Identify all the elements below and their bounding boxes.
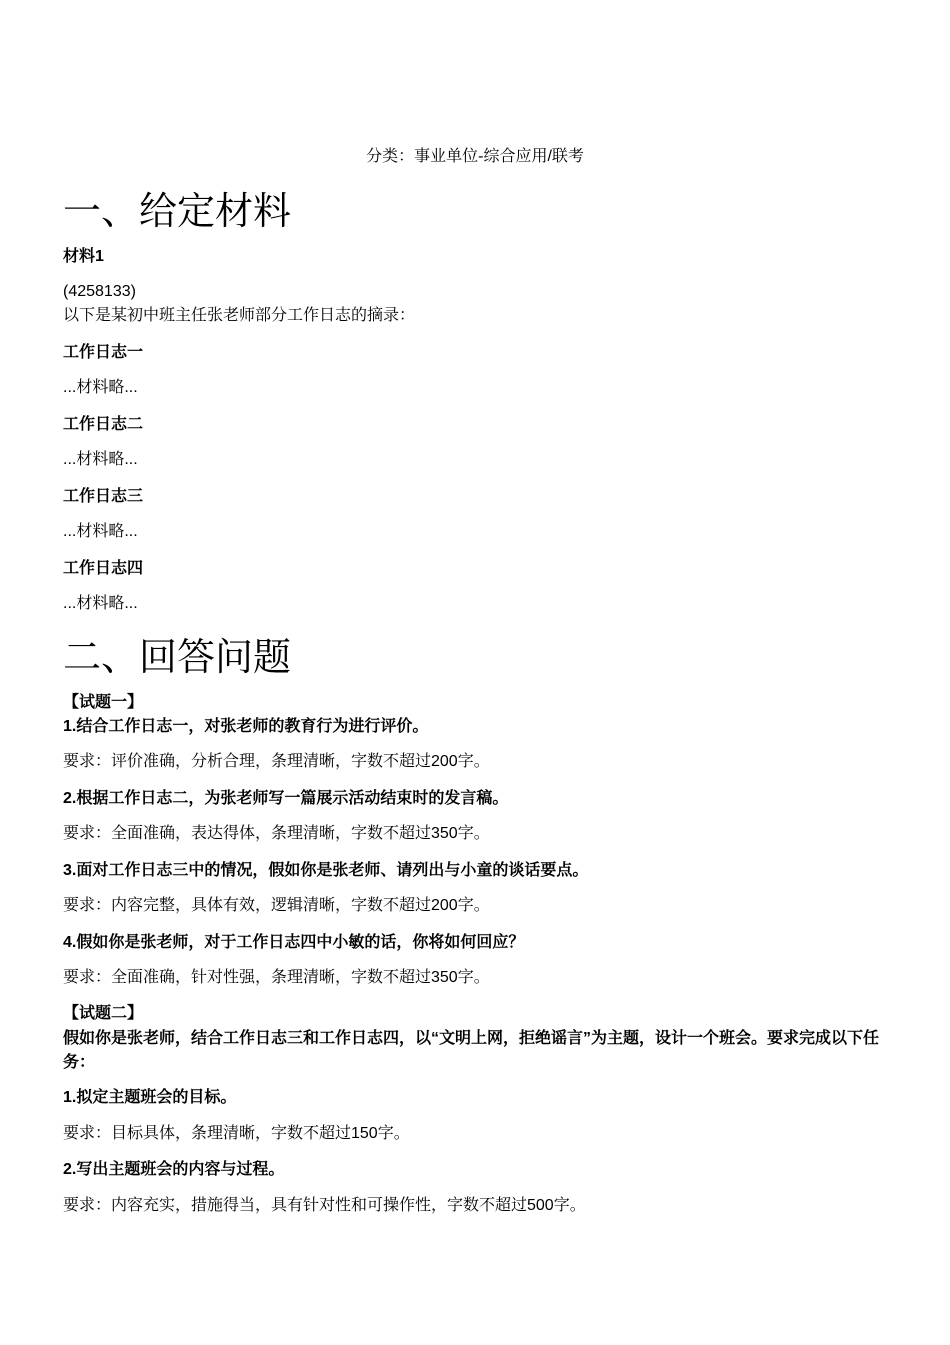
material-label: 材料1	[63, 248, 104, 265]
log-body: ...材料略...	[63, 595, 138, 612]
question-text: 1.结合工作日志一，对张老师的教育行为进行评价。	[63, 718, 429, 735]
question-requirement: 要求：目标具体，条理清晰，字数不超过150字。	[63, 1125, 410, 1142]
material-intro: 以下是某初中班主任张老师部分工作日志的摘录：	[63, 307, 416, 324]
log-title: 工作日志二	[63, 416, 144, 433]
section-title-questions: 二、回答问题	[63, 637, 292, 679]
question-text: 2.根据工作日志二，为张老师写一篇展示活动结束时的发言稿。	[63, 790, 509, 807]
section-title-materials: 一、给定材料	[63, 191, 292, 233]
log-body: ...材料略...	[63, 379, 138, 396]
question-text: 2.写出主题班会的内容与过程。	[63, 1161, 285, 1178]
question-text: 1.拟定主题班会的目标。	[63, 1089, 237, 1106]
question-text: 4.假如你是张老师，对于工作日志四中小敏的话，你将如何回应？	[63, 934, 525, 951]
question-requirement: 要求：内容充实，措施得当，具有针对性和可操作性，字数不超过500字。	[63, 1197, 586, 1214]
question-group-label: 【试题二】	[63, 1005, 144, 1022]
question-prompt: 假如你是张老师，结合工作日志三和工作日志四，以“文明上网，拒绝谣言”为主题，设计一个班会。要求完成以下任务：	[63, 1030, 880, 1071]
log-body: ...材料略...	[63, 451, 138, 468]
log-title: 工作日志四	[63, 560, 144, 577]
question-group-label: 【试题一】	[63, 694, 144, 711]
question-requirement: 要求：评价准确，分析合理，条理清晰，字数不超过200字。	[63, 753, 490, 770]
category-label: 分类：事业单位-综合应用/联考	[366, 148, 584, 165]
question-text: 3.面对工作日志三中的情况，假如你是张老师、请列出与小童的谈话要点。	[63, 862, 589, 879]
question-requirement: 要求：内容完整，具体有效，逻辑清晰，字数不超过200字。	[63, 897, 490, 914]
log-body: ...材料略...	[63, 523, 138, 540]
log-title: 工作日志三	[63, 488, 144, 505]
material-id: (4258133)	[63, 283, 136, 300]
question-requirement: 要求：全面准确，表达得体，条理清晰，字数不超过350字。	[63, 825, 490, 842]
log-title: 工作日志一	[63, 344, 144, 361]
question-requirement: 要求：全面准确，针对性强，条理清晰，字数不超过350字。	[63, 969, 490, 986]
